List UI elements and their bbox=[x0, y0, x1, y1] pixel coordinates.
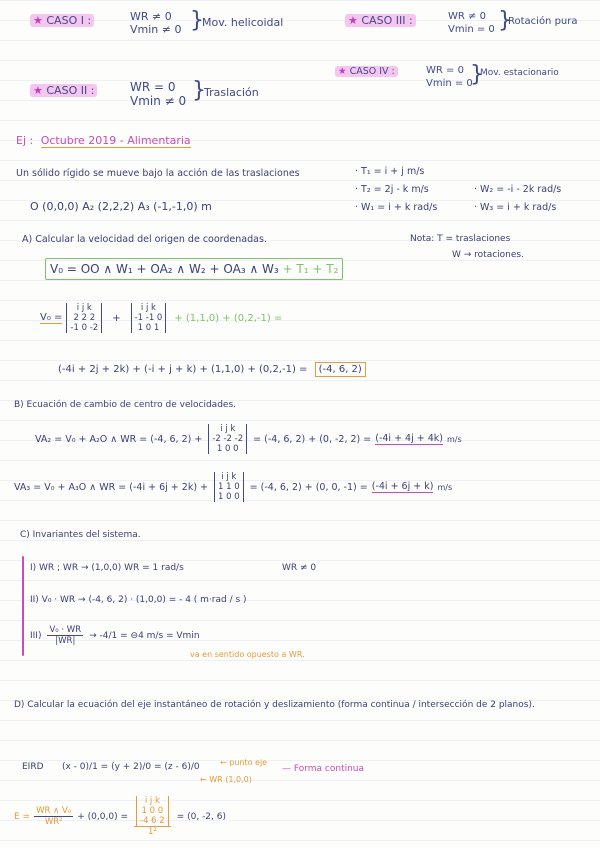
invariant-1-cond: WR ≠ 0 bbox=[282, 563, 317, 573]
case-3 bbox=[345, 14, 416, 27]
determinant-3: i j k -2 -2 -2 1 0 0 bbox=[208, 424, 247, 454]
v0-symbol: V₀ = bbox=[40, 312, 63, 323]
part-a-result-line: (-4i + 2j + 2k) + (-i + j + k) + (1,1,0) + (0,2,-1) = (-4, 6, 2) bbox=[58, 364, 366, 375]
invariant-3: III) $\frac{\text{V₀ · WR}}{|WR|}$ → -4/1 = ⊖4 m/s = Vmin bbox=[30, 625, 200, 646]
bracket-bar bbox=[22, 556, 24, 656]
invariant-3-note: va en sentido opuesto a WR. bbox=[190, 650, 305, 659]
case-1-line1: WR ≠ 0 bbox=[130, 10, 172, 23]
e-fraction: $\frac{\text{WR ∧ V₀}}{\text{WR²}}$ bbox=[36, 806, 72, 827]
va2-equation bbox=[35, 424, 462, 454]
nota-line2: W → rotaciones. bbox=[452, 250, 524, 260]
equation-main: V₀ = OO ∧ W₁ + OA₂ ∧ W₂ + OA₃ ∧ W₃ bbox=[50, 262, 279, 276]
nota-line1: Nota: T = traslaciones bbox=[410, 234, 511, 244]
part-a-heading: A) Calcular la velocidad del origen de coordenadas. bbox=[22, 234, 267, 245]
case-3-line1: WR ≠ 0 bbox=[448, 11, 486, 22]
case-1 bbox=[30, 14, 94, 27]
va2-result: (-4i + 4j + 4k) bbox=[375, 433, 443, 444]
example-title: Octubre 2019 - Alimentaria bbox=[40, 134, 191, 147]
case-3-conditions bbox=[448, 10, 495, 36]
va3-unit: m/s bbox=[437, 482, 453, 492]
brace-icon: } bbox=[470, 62, 484, 87]
part-c-heading: C) Invariantes del sistema. bbox=[20, 530, 141, 540]
e-determinant-fraction: i j k 1 0 0 -4 6 2 1² bbox=[134, 796, 171, 837]
determinant-2: i j k -1 -1 0 1 0 1 bbox=[131, 303, 167, 333]
invariant-3-fraction: $\frac{\text{V₀ · WR}}{|WR|}$ bbox=[49, 625, 82, 646]
case-4 bbox=[335, 66, 398, 77]
eird-equation: (x - 0)/1 = (y + 2)/0 = (z - 6)/0 bbox=[62, 762, 200, 772]
determinant-1: i j k 2 2 2 -1 0 -2 bbox=[66, 303, 102, 333]
case-2-desc: Traslación bbox=[204, 86, 259, 99]
va3-equation bbox=[14, 472, 452, 502]
case-3-line2: Vmin = 0 bbox=[448, 24, 495, 35]
star-icon: ★ bbox=[33, 84, 43, 97]
translation-t1: · T₁ = i + j m/s bbox=[355, 166, 425, 177]
case-2-line2: Vmin ≠ 0 bbox=[130, 94, 187, 108]
determinant-sum: V₀ = i j k 2 2 2 -1 0 -2 + i j k -1 -1 0 1 0 1 + (1,1,0) + (0,2,-1) = bbox=[40, 303, 283, 333]
case-4-title: CASO IV : bbox=[349, 66, 395, 77]
va3-lhs: VA₃ = V₀ + A₃O ∧ WR = (-4i + 6j + 2k) + bbox=[14, 481, 209, 493]
example-label bbox=[16, 134, 191, 147]
case-4-desc: Mov. estacionario bbox=[480, 68, 559, 78]
eird-arrow-wr: ← WR (1,0,0) bbox=[200, 775, 252, 784]
velocity-equation bbox=[45, 258, 343, 280]
case-2 bbox=[30, 84, 97, 97]
part-b-heading: B) Ecuación de cambio de centro de velocidades. bbox=[14, 400, 236, 410]
va3-mid: = (-4, 6, 2) + (0, 0, -1) = bbox=[249, 481, 368, 493]
case-2-line1: WR = 0 bbox=[130, 80, 176, 94]
e-result: = (0, -2, 6) bbox=[176, 811, 226, 822]
case-3-desc: Rotación pura bbox=[508, 16, 578, 27]
va2-lhs: VA₂ = V₀ + A₂O ∧ WR = (-4, 6, 2) + bbox=[35, 433, 203, 445]
eird-label: EIRD bbox=[22, 762, 44, 772]
star-icon: ★ bbox=[348, 14, 358, 27]
invariant-2: II) V₀ · WR → (-4, 6, 2) · (1,0,0) = - 4 ( m·rad / s ) bbox=[30, 595, 247, 605]
case-2-conditions bbox=[130, 80, 186, 108]
e-equation: E = $\frac{\text{WR ∧ V₀}}{\text{WR²}}$ + (0,0,0) = i j k 1 0 0 -4 6 2 1² = (0, -2, 6) bbox=[14, 796, 226, 837]
case-3-title: CASO III : bbox=[361, 14, 413, 27]
forma-continua: — Forma continua bbox=[282, 764, 365, 774]
case-2-title: CASO II : bbox=[46, 84, 95, 97]
case-4-line2: Vmin = 0 bbox=[426, 78, 473, 89]
va3-result: (-4i + 6j + k) bbox=[371, 481, 434, 492]
rotation-w1: · W₁ = i + k rad/s bbox=[355, 202, 438, 213]
equation-translations: + T₁ + T₂ bbox=[282, 262, 339, 276]
case-4-conditions bbox=[426, 64, 473, 90]
case-4-line1: WR = 0 bbox=[426, 65, 464, 76]
case-1-line2: Vmin ≠ 0 bbox=[130, 23, 182, 36]
case-1-desc: Mov. helicoidal bbox=[202, 16, 284, 29]
translation-t2: · T₂ = 2j - k m/s bbox=[355, 184, 429, 195]
eird-arrow-point: ← punto eje bbox=[220, 758, 268, 767]
brace-icon: } bbox=[190, 8, 204, 33]
va2-unit: m/s bbox=[447, 434, 462, 444]
determinant-4: i j k 1 1 0 1 0 0 bbox=[214, 472, 244, 502]
part-d-heading: D) Calcular la ecuación del eje instantáneo de rotación y deslizamiento (forma continua / intersección de 2 planos). bbox=[14, 700, 535, 710]
star-icon: ★ bbox=[338, 66, 347, 77]
case-1-conditions bbox=[130, 10, 181, 36]
brace-icon: } bbox=[498, 8, 512, 33]
invariant-1: I) WR ; WR → (1,0,0) WR = 1 rad/s bbox=[30, 563, 184, 573]
part-a-result: (-4, 6, 2) bbox=[315, 362, 366, 377]
brace-icon: } bbox=[192, 78, 206, 103]
points: O (0,0,0) A₂ (2,2,2) A₃ (-1,-1,0) m bbox=[30, 200, 212, 213]
statement: Un sólido rígido se mueve bajo la acción de las traslaciones bbox=[16, 168, 300, 179]
rotation-w2: · W₂ = -i - 2k rad/s bbox=[474, 184, 562, 195]
star-icon: ★ bbox=[33, 14, 43, 27]
translations-sum: + (1,1,0) + (0,2,-1) = bbox=[174, 312, 283, 324]
example-prefix: Ej : bbox=[16, 134, 34, 147]
case-1-title: CASO I : bbox=[46, 14, 92, 27]
rotation-w3: · W₃ = i + k rad/s bbox=[474, 202, 557, 213]
determinant-5: i j k 1 0 0 -4 6 2 bbox=[136, 796, 169, 826]
va2-mid: = (-4, 6, 2) + (0, -2, 2) = bbox=[253, 433, 372, 445]
